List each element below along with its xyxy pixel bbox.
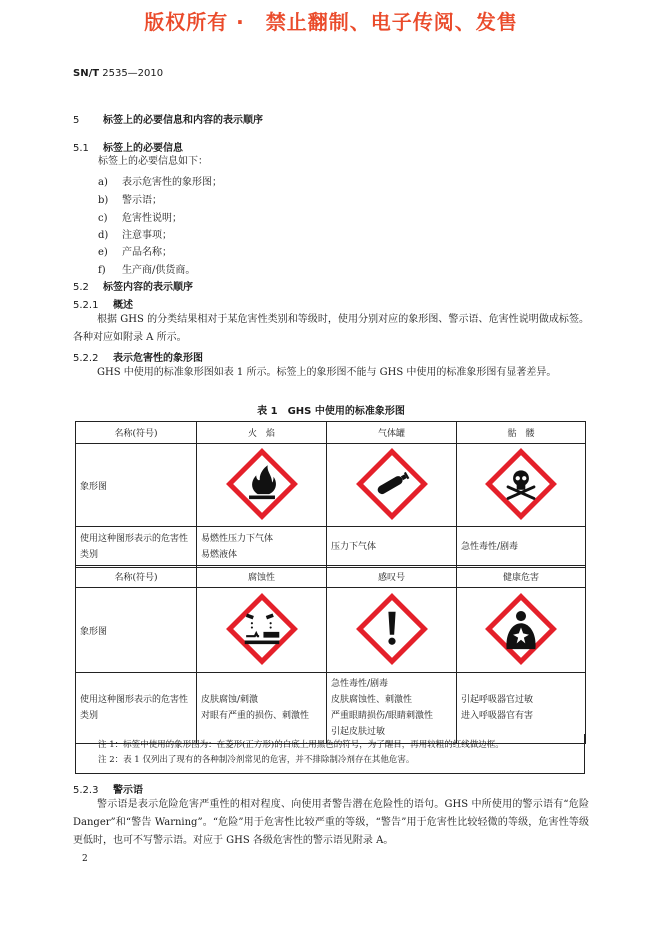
table-header-cell: 腐蚀性 xyxy=(197,566,327,588)
ghs-pictogram-table-part-1 xyxy=(75,421,586,568)
hazard-cell: 急性毒性/剧毒 xyxy=(457,527,586,568)
section-5-2-1-paragraph: 根据 GHS 的分类结果相对于某危害性类别和等级时，使用分别对应的象形图、警示语、危害性说明做成标签。各种对应如附录 A 所示。 xyxy=(73,314,589,343)
watermark-banner: 版权所有 · 禁止翻制、电子传阅、发售 xyxy=(144,10,518,34)
section-5-heading: 5 标签上的必要信息和内容的表示顺序 xyxy=(73,115,263,126)
section-5-2-heading: 5.2 标签内容的表示顺序 xyxy=(73,282,193,293)
table-header-cell: 骷 髅 xyxy=(457,422,586,444)
row-label: 使用这种图形表示的危害性类别 xyxy=(76,527,197,568)
list-item: c) 危害性说明； xyxy=(98,213,182,224)
hazard-cell: 急性毒性/剧毒 皮肤腐蚀性、刺激性 严重眼睛损伤/眼睛刺激性 引起皮肤过敏 xyxy=(327,673,457,744)
list-item: a) 表示危害性的象形图； xyxy=(98,177,222,188)
section-5-2-3-heading: 5.2.3 警示语 xyxy=(73,785,143,796)
list-item: f) 生产商/供货商。 xyxy=(98,265,196,276)
section-5-2-3-paragraph: 警示语是表示危险危害严重性的相对程度、向使用者警告潜在危险性的语句。GHS 中所使用的警示语有“危险 Danger”和“警告 Warning”。“危险”用于危害性比较严重的等级，“警告”用于危害性比较轻微的等级，危害性等级更低时，也可不写警示语。对应于 GHS 各级危害性的警示语见附录 A。 xyxy=(73,799,589,846)
row-label: 象形图 xyxy=(76,444,197,527)
table-header-cell: 名称(符号) xyxy=(76,422,197,444)
corrosion-icon xyxy=(226,593,298,665)
hazard-cell: 压力下气体 xyxy=(327,527,457,568)
section-5-2-2-paragraph: GHS 中使用的标准象形图如表 1 所示。标签上的象形图不能与 GHS 中使用的标准象形图有显著差异。 xyxy=(97,367,557,378)
hazard-cell: 易燃性压力下气体 易燃液体 xyxy=(197,527,327,568)
table-header-cell: 气体罐 xyxy=(327,422,457,444)
standard-number: SN/T 2535—2010 xyxy=(73,68,164,79)
table-row xyxy=(76,422,586,444)
table-row xyxy=(76,527,586,568)
table-row xyxy=(76,588,586,673)
table-row xyxy=(76,673,586,744)
flame-icon xyxy=(226,448,298,520)
health-hazard-icon xyxy=(485,593,557,665)
table-notes xyxy=(75,734,585,774)
skull-crossbones-icon xyxy=(485,448,557,520)
section-5-1-intro: 标签上的必要信息如下： xyxy=(98,156,208,167)
list-item: d) 注意事项； xyxy=(98,230,172,241)
table-note: 注 2：表 1 仅列出了现有的各种制冷剂常见的危害，并不排除制冷剂存在其他危害。 xyxy=(98,755,415,765)
ghs-pictogram-table-part-2 xyxy=(75,565,586,744)
section-5-2-2-heading: 5.2.2 表示危害性的象形图 xyxy=(73,353,203,364)
row-label: 使用这种图形表示的危害性类别 xyxy=(76,673,197,744)
list-item: e) 产品名称； xyxy=(98,247,172,258)
page-number: 2 xyxy=(82,854,88,864)
table-header-cell: 火 焰 xyxy=(197,422,327,444)
list-item: b) 警示语； xyxy=(98,195,162,206)
table-header-cell: 感叹号 xyxy=(327,566,457,588)
hazard-cell: 皮肤腐蚀/刺激 对眼有严重的损伤、刺激性 xyxy=(197,673,327,744)
hazard-cell: 引起呼吸器官过敏 进入呼吸器官有害 xyxy=(457,673,586,744)
table-header-cell: 健康危害 xyxy=(457,566,586,588)
table-row xyxy=(76,566,586,588)
section-5-2-1-heading: 5.2.1 概述 xyxy=(73,300,133,311)
table-header-cell: 名称(符号) xyxy=(76,566,197,588)
table-note: 注 1：标签中使用的象形图为：在菱形(正方形)的白底上用黑色的符号，为了醒目，再用较粗的红线做边框。 xyxy=(98,740,504,750)
row-label: 象形图 xyxy=(76,588,197,673)
table-title: 表 1 GHS 中使用的标准象形图 xyxy=(257,406,405,417)
table-row xyxy=(76,444,586,527)
gas-cylinder-icon xyxy=(356,448,428,520)
exclamation-mark-icon xyxy=(356,593,428,665)
section-5-1-heading: 5.1 标签上的必要信息 xyxy=(73,143,183,154)
